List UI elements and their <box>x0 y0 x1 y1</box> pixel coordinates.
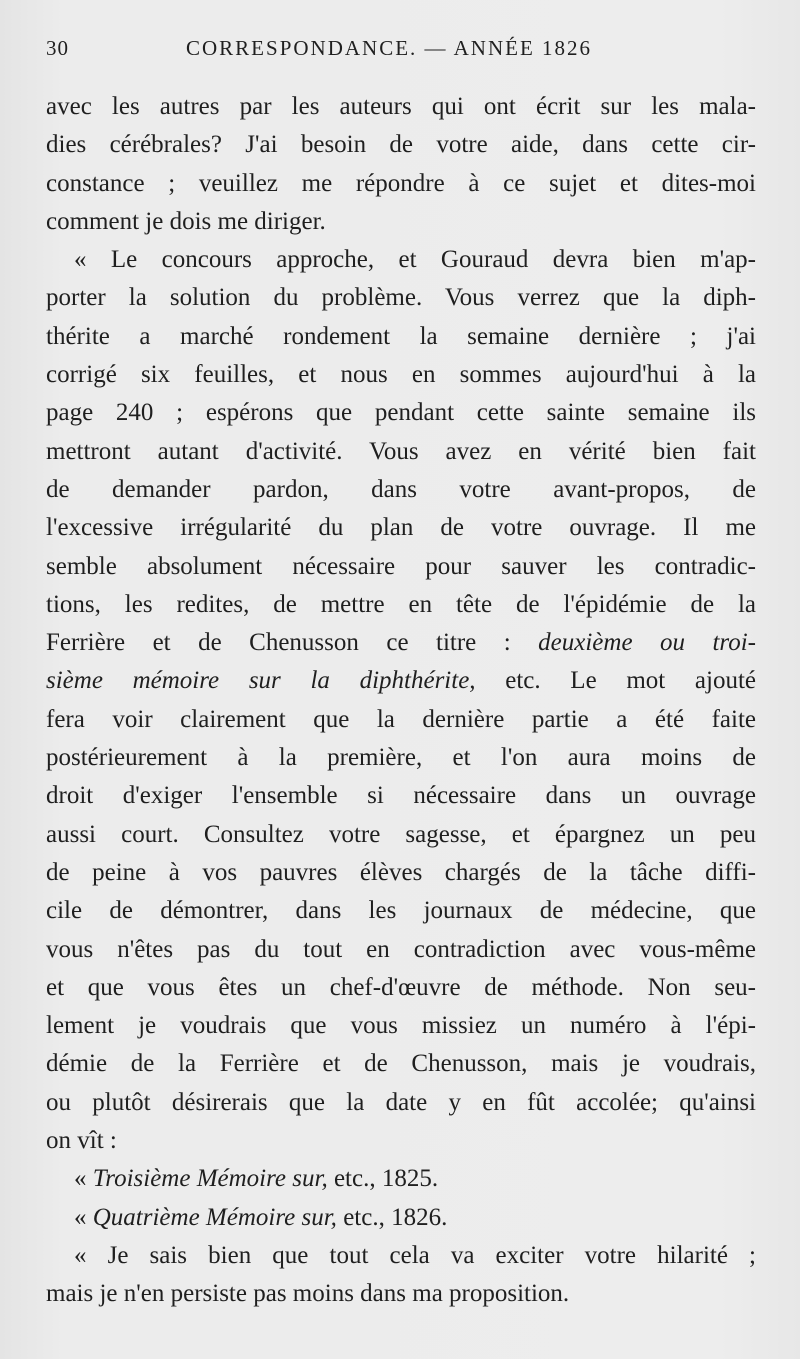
text-line: droit d'exiger l'ensemble si nécessaire dans un ouvrage <box>46 782 756 810</box>
text-line: « Le concours approche, et Gouraud devra bien m'ap- <box>74 246 756 274</box>
text-line: comment je dois me diriger. <box>46 207 326 235</box>
page-header <box>46 36 754 66</box>
text-line: de demander pardon, dans votre avant-propos, de <box>46 475 756 503</box>
text-line: tions, les redites, de mettre en tête de l'épidémie de la <box>46 590 756 618</box>
quote-mark: « <box>74 1203 87 1231</box>
text-line: « Je sais bien que tout cela va exciter votre hilarité ; <box>74 1241 756 1269</box>
text-line: dies cérébrales? J'ai besoin de votre aide, dans cette cir- <box>46 131 756 159</box>
text-line: vous n'êtes pas du tout en contradiction avec vous-même <box>46 935 756 963</box>
italic-title: Quatrième Mémoire sur, <box>92 1203 337 1231</box>
text-line: lement je voudrais que vous missiez un numéro à l'épi- <box>46 1012 756 1040</box>
text-line <box>46 1199 756 1237</box>
text-segment: Ferrière et de Chenusson ce titre : <box>46 629 511 657</box>
text-line: corrigé six feuilles, et nous en sommes aujourd'hui à la <box>46 361 756 389</box>
text-line: cile de démontrer, dans les journaux de médecine, que <box>46 897 756 925</box>
text-line: l'excessive irrégularité du plan de votre ouvrage. Il me <box>46 514 756 542</box>
text-line <box>46 1160 756 1198</box>
text-segment: etc. Le mot ajouté <box>505 667 757 695</box>
text-line <box>46 624 756 662</box>
page-number: 30 <box>46 36 69 60</box>
running-head: CORRESPONDANCE. — ANNÉE 1826 <box>186 36 593 60</box>
text-line: mais je n'en persiste pas moins dans ma proposition. <box>46 1280 570 1308</box>
text-line: et que vous êtes un chef-d'œuvre de méthode. Non seu- <box>46 973 756 1001</box>
text-line: fera voir clairement que la dernière partie a été faite <box>46 705 756 733</box>
text-line: aussi court. Consultez votre sagesse, et épargnez un peu <box>46 820 756 848</box>
text-line: porter la solution du problème. Vous verrez que la diph- <box>46 284 756 312</box>
text-line: semble absolument nécessaire pour sauver les contradic- <box>46 552 756 580</box>
italic-title: sième mémoire sur la diphthérite, <box>46 667 476 695</box>
text-line: mettront autant d'activité. Vous avez en vérité bien fait <box>46 437 756 465</box>
text-line: démie de la Ferrière et de Chenusson, mais je voudrais, <box>46 1050 756 1078</box>
text-line: thérite a marché rondement la semaine dernière ; j'ai <box>46 322 756 350</box>
text-line: postérieurement à la première, et l'on aura moins de <box>46 744 756 772</box>
quote-mark: « <box>74 1165 87 1193</box>
text-segment: etc., 1825. <box>333 1165 439 1193</box>
text-line: avec les autres par les auteurs qui ont écrit sur les mala- <box>46 93 756 120</box>
letter-text <box>46 88 756 1314</box>
text-line: on vît : <box>46 1127 117 1155</box>
text-line <box>46 662 756 700</box>
text-segment: etc., 1826. <box>343 1203 448 1231</box>
text-line: ou plutôt désirerais que la date y en fût accolée; qu'ainsi <box>46 1088 756 1116</box>
italic-title: Troisième Mémoire sur, <box>92 1165 328 1193</box>
text-line: de peine à vos pauvres élèves chargés de la tâche diffi- <box>46 858 756 886</box>
text-line: constance ; veuillez me répondre à ce sujet et dites-moi <box>46 169 756 197</box>
italic-title: deuxième ou troi- <box>538 629 756 657</box>
text-line: page 240 ; espérons que pendant cette sainte semaine ils <box>46 399 756 427</box>
